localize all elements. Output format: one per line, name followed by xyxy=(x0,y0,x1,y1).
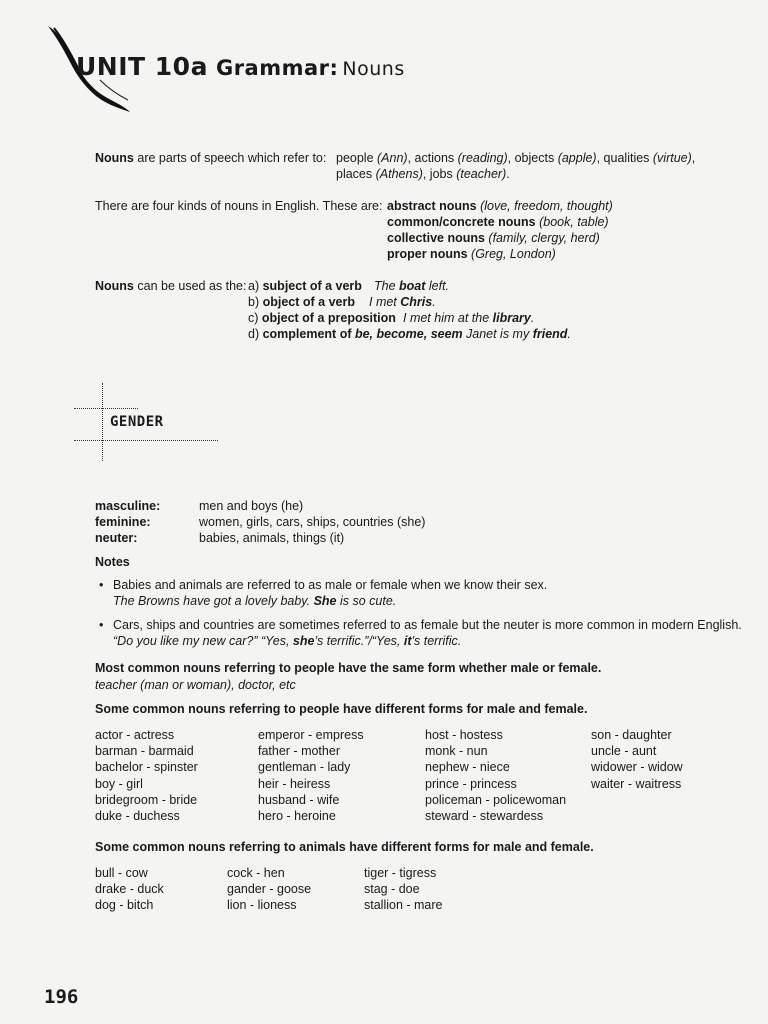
kind-examples: (love, freedom, thought) xyxy=(476,199,613,213)
gender-label: masculine: xyxy=(95,499,161,513)
dotted-divider-horizontal xyxy=(74,408,138,409)
list-item: tiger - tigress xyxy=(364,866,437,880)
section-heading-gender: GENDER xyxy=(110,414,164,430)
list-item: boy - girl xyxy=(95,776,143,791)
example-text: I met xyxy=(369,295,401,309)
list-item: policeman - policewoman xyxy=(425,792,567,807)
intro-text: places xyxy=(336,167,376,181)
example-text: The xyxy=(374,279,400,293)
list-item: stallion - mare xyxy=(364,898,443,913)
intro-lead: Nouns xyxy=(95,151,134,165)
list-item: duke - duchess xyxy=(95,809,180,824)
list-item: bachelor - spinster xyxy=(95,760,198,775)
use-term: object of a preposition xyxy=(261,311,396,325)
intro-text: , qualities xyxy=(596,151,653,165)
intro-text: people xyxy=(336,151,378,165)
kind-item xyxy=(387,214,609,230)
people-forms-col-4 xyxy=(591,727,683,824)
list-item: heir - heiress xyxy=(258,776,331,791)
list-item: steward - stewardess xyxy=(425,809,544,824)
animal-forms-col-3 xyxy=(364,865,443,914)
example-bold: Chris xyxy=(400,295,433,309)
note-2-example xyxy=(113,633,461,649)
list-item: cock - hen xyxy=(227,866,285,880)
example-text: left. xyxy=(425,279,450,293)
example-text: . xyxy=(530,311,535,325)
uses-lead xyxy=(95,278,246,294)
list-item: emperor - empress xyxy=(258,728,364,742)
list-item: son - daughter xyxy=(591,728,672,742)
example-text: The Browns have got a lovely baby. xyxy=(113,594,314,608)
intro-example: (teacher) xyxy=(456,167,507,181)
intro-text: , xyxy=(691,151,696,165)
list-item: bridegroom - bride xyxy=(95,792,198,807)
kinds-lead: There are four kinds of nouns in English. These are: xyxy=(95,199,383,213)
intro-examples-line-2 xyxy=(336,166,510,182)
gender-label: neuter: xyxy=(95,531,138,545)
kind-examples: (family, clergy, herd) xyxy=(484,231,600,245)
example-text: I met him at the xyxy=(403,311,493,325)
list-item: nephew - niece xyxy=(425,760,510,775)
example-text: “Do you like my new car?” “Yes, xyxy=(113,634,293,648)
topic-label: Nouns xyxy=(342,58,405,80)
people-forms-title: Some common nouns referring to people have different forms for male and female. xyxy=(95,702,588,716)
gender-value: babies, animals, things (it) xyxy=(199,531,345,545)
grammar-label: Grammar: xyxy=(215,56,339,80)
list-item: dog - bitch xyxy=(95,898,154,913)
use-a xyxy=(248,278,362,294)
use-c xyxy=(248,310,396,326)
use-term: subject of a verb xyxy=(262,279,362,293)
example-text: . xyxy=(432,295,436,309)
intro-example: (virtue) xyxy=(652,151,692,165)
example-bold: She xyxy=(313,594,337,608)
dotted-divider-horizontal xyxy=(74,440,218,441)
example-text: ’s terrific.”/“Yes, xyxy=(314,634,404,648)
list-item: barman - barmaid xyxy=(95,744,194,759)
kind-name: common/concrete nouns xyxy=(387,215,536,229)
kind-examples: (book, table) xyxy=(535,215,609,229)
gender-value: women, girls, cars, ships, countries (she) xyxy=(199,515,426,529)
gender-value: men and boys (he) xyxy=(199,499,304,513)
kind-item xyxy=(387,198,613,214)
use-label: d) xyxy=(248,327,263,341)
page-number: 196 xyxy=(44,986,79,1008)
use-b xyxy=(248,294,355,310)
example-text: ’s terrific. xyxy=(411,634,462,648)
use-label: c) xyxy=(248,311,262,325)
animal-forms-table xyxy=(95,865,443,914)
dotted-divider-vertical xyxy=(102,383,103,461)
list-item: uncle - aunt xyxy=(591,744,657,759)
people-forms-col-2 xyxy=(258,727,425,824)
animal-forms-col-2 xyxy=(227,865,364,914)
unit-label: UNIT 10a xyxy=(76,52,208,81)
use-label: a) xyxy=(248,279,263,293)
same-form-example: teacher (man or woman), doctor, etc xyxy=(95,678,296,692)
people-forms-table xyxy=(95,727,683,824)
use-term-verbs: be, become, seem xyxy=(354,327,463,341)
intro-example: (apple) xyxy=(557,151,597,165)
intro-examples-line-1 xyxy=(336,150,695,166)
list-item: host - hostess xyxy=(425,728,503,742)
kind-examples: (Greg, London) xyxy=(467,247,556,261)
note-bullet-1: • Babies and animals are referred to as male or female when we know their sex. xyxy=(113,577,547,593)
list-item: prince - princess xyxy=(425,776,517,791)
intro-example: (Ann) xyxy=(377,151,408,165)
page-title xyxy=(76,52,405,81)
use-c-example xyxy=(403,310,534,326)
list-item: drake - duck xyxy=(95,882,164,897)
list-item: lion - lioness xyxy=(227,898,297,913)
use-b-example xyxy=(369,294,436,310)
use-term: complement of xyxy=(262,327,355,341)
intro-example: (reading) xyxy=(457,151,508,165)
list-item: hero - heroine xyxy=(258,809,336,824)
kind-name: proper nouns xyxy=(387,247,468,261)
animal-forms-title: Some common nouns referring to animals have different forms for male and female. xyxy=(95,840,594,854)
example-bold: she xyxy=(292,634,315,648)
use-a-example xyxy=(374,278,449,294)
intro-example: (Athens) xyxy=(375,167,423,181)
list-item: gander - goose xyxy=(227,882,312,897)
kind-name: abstract nouns xyxy=(387,199,477,213)
intro-text: , actions xyxy=(407,151,458,165)
example-text: . xyxy=(567,327,571,341)
example-text: is so cute. xyxy=(336,594,397,608)
intro-text: . xyxy=(506,167,510,181)
intro-rest: are parts of speech which refer to: xyxy=(133,151,327,165)
list-item: waiter - waitress xyxy=(591,776,682,791)
list-item: gentleman - lady xyxy=(258,760,351,775)
gender-label: feminine: xyxy=(95,515,151,529)
use-term: object of a verb xyxy=(262,295,355,309)
kind-item xyxy=(387,246,556,262)
use-label: b) xyxy=(248,295,263,309)
list-item: stag - doe xyxy=(364,882,420,897)
notes-title: Notes xyxy=(95,555,130,569)
use-d xyxy=(248,326,463,342)
same-form-title: Most common nouns referring to people have the same form whether male or female. xyxy=(95,661,602,675)
list-item: actor - actress xyxy=(95,728,175,742)
list-item: husband - wife xyxy=(258,792,340,807)
example-bold: friend xyxy=(532,327,568,341)
list-item: father - mother xyxy=(258,744,340,759)
list-item: bull - cow xyxy=(95,866,148,880)
example-bold: library xyxy=(492,311,531,325)
example-bold: boat xyxy=(399,279,426,293)
intro-line-1 xyxy=(95,150,326,166)
uses-lead-bold: Nouns xyxy=(95,279,134,293)
kind-item xyxy=(387,230,600,246)
note-1-example xyxy=(113,593,396,609)
note-bullet-2: • Cars, ships and countries are sometimes referred to as female but the neuter is more common in modern English. xyxy=(113,617,742,633)
list-item: widower - widow xyxy=(591,760,683,775)
people-forms-col-1 xyxy=(95,727,258,824)
uses-lead-rest: can be used as the: xyxy=(133,279,247,293)
use-d-example xyxy=(466,326,571,342)
list-item: monk - nun xyxy=(425,744,488,759)
animal-forms-col-1 xyxy=(95,865,227,914)
kind-name: collective nouns xyxy=(387,231,485,245)
example-bold: it xyxy=(403,634,412,648)
intro-text: , jobs xyxy=(422,167,457,181)
intro-text: , objects xyxy=(507,151,558,165)
people-forms-col-3 xyxy=(425,727,591,824)
example-text: Janet is my xyxy=(466,327,533,341)
